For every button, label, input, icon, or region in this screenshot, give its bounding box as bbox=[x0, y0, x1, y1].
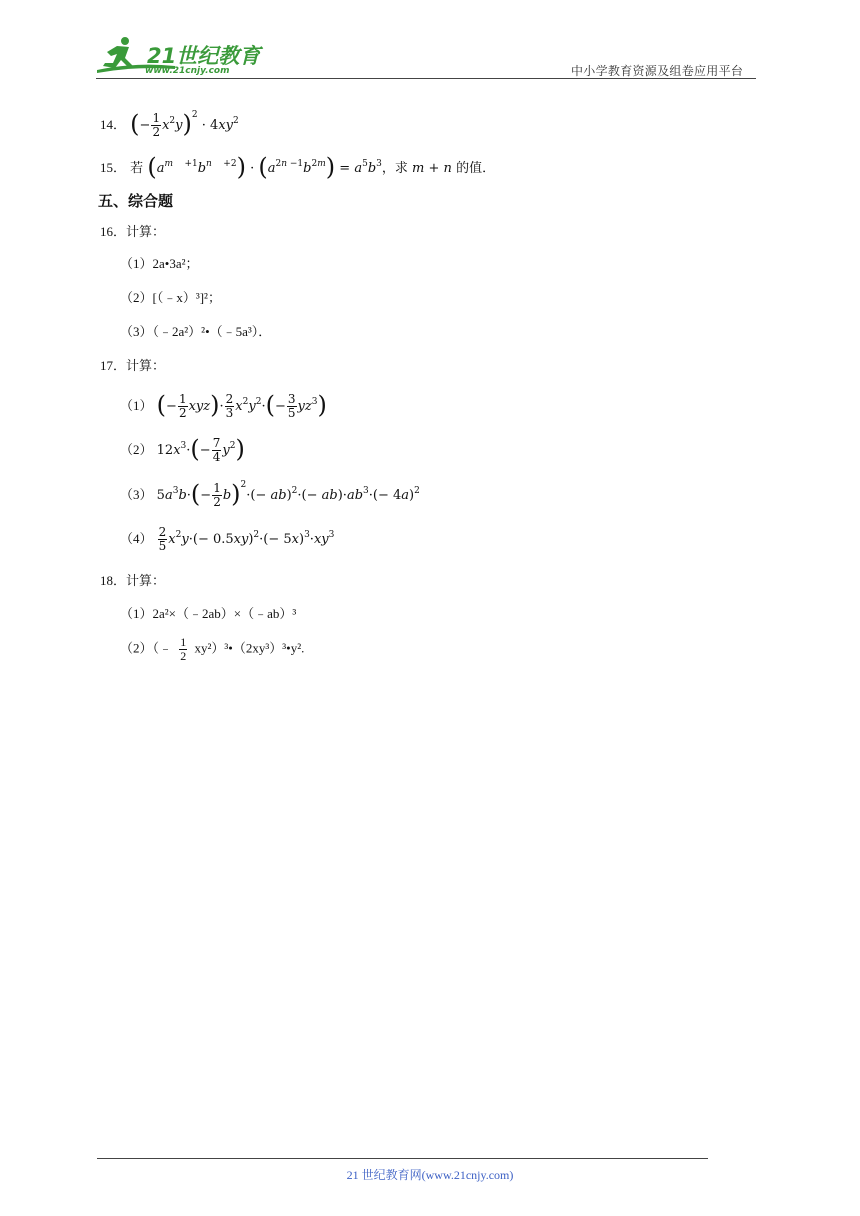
site-logo bbox=[95, 36, 265, 78]
logo-url: www.21cnjy.com bbox=[145, 66, 230, 76]
question-18-part-2: （2）（﹣ $\frac{1}{2}$ xy²）³•（2xy³）³•y². bbox=[120, 635, 305, 663]
part-label: （4） bbox=[120, 531, 153, 546]
part-label: （3） bbox=[120, 487, 153, 502]
question-15-end: 的值． bbox=[456, 160, 496, 175]
question-17-part-2: （2） $12x^3\cdot(-$ $\frac{7}{4}$ $y^2$) bbox=[120, 435, 245, 464]
section-title: 五、综合题 bbox=[98, 192, 174, 210]
question-15-expression: $(a^{m +1}b^{n +2}) \cdot (a^{2n -1}b^{2m}) = a^5b^3$ bbox=[147, 153, 382, 181]
footer-divider bbox=[97, 1158, 708, 1159]
logo-title: 21世纪教育 bbox=[147, 44, 261, 68]
question-17-part-3: （3） $5a^3b\cdot(-$ $\frac{1}{2}$ $b)^2\cdot(- ab)^2\cdot(- ab)\cdot ab^3\cdot(- 4a)^2$ bbox=[120, 480, 420, 509]
question-number: 14． bbox=[100, 117, 127, 132]
question-16-title: 16．计算： bbox=[100, 224, 166, 239]
question-17-part-1: （1） (− $\frac{1}{2}$ xyz)· $\frac{2}{3}$ $x^2y^2\cdot(-$ $\frac{3}{5}$ $yz^3$) bbox=[120, 391, 327, 420]
header-divider bbox=[96, 78, 756, 79]
question-14-expression: (− $\frac{1}{2}$ $x^2y)^2 \cdot 4xy^2$ bbox=[130, 110, 239, 139]
platform-name: 中小学教育资源及组卷应用平台 bbox=[571, 64, 744, 78]
question-16-part-2: （2）[（﹣x）³]²； bbox=[120, 290, 221, 305]
question-17-title: 17．计算： bbox=[100, 358, 166, 373]
question-16-part-1: （1）2a•3a²； bbox=[120, 256, 199, 271]
question-14 bbox=[100, 112, 239, 139]
footer-text: 21 世纪教育网(www.21cnjy.com) bbox=[346, 1168, 514, 1182]
part-label: （2）（﹣ bbox=[120, 640, 173, 656]
question-17-part-4: （4） $\frac{2}{5}$ $x^2y\cdot(- 0.5xy)^2\cdot(- 5x)^3\cdot xy^3$ bbox=[120, 525, 335, 553]
question-number: 15． bbox=[100, 160, 127, 175]
question-18-part-1: （1）2a²×（﹣2ab）×（﹣ab）³ bbox=[120, 606, 297, 621]
question-16-part-3: （3）（﹣2a²）²•（﹣5a³）． bbox=[120, 324, 272, 339]
question-15 bbox=[100, 153, 496, 181]
question-15-prefix: 若 bbox=[130, 160, 144, 175]
part-label: （1） bbox=[120, 398, 153, 413]
question-15-target: m + n bbox=[412, 161, 452, 176]
part-expression: xy²）³•（2xy³）³•y². bbox=[194, 640, 305, 656]
part-label: （2） bbox=[120, 442, 153, 457]
question-15-ask: ，求 bbox=[381, 160, 408, 175]
question-18-title: 18．计算： bbox=[100, 573, 166, 588]
